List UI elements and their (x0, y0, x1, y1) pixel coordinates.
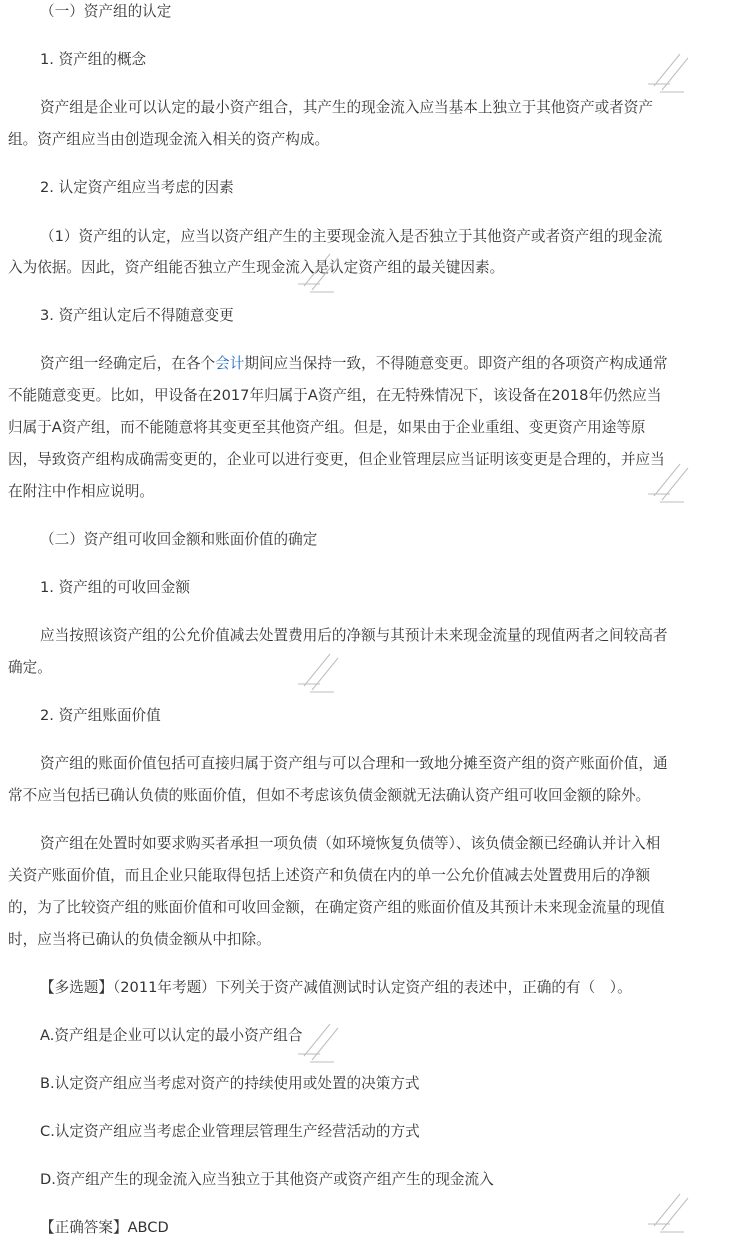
paragraph-line: 应当按照该资产组的公允价值减去处置费用后的净额与其预计未来现金流量的现值两者之间较高者 (40, 627, 668, 644)
paragraph-line: 常不应当包括已确认负债的账面价值，但如不考虑该负债金额就无法确认资产组可收回金额的除外。 (8, 787, 651, 804)
accounting-link[interactable]: 会计 (215, 355, 245, 372)
paragraph-line: 入为依据。因此，资产组能否独立产生现金流入是认定资产组的最关键因素。 (8, 259, 505, 276)
paragraph-line: 资产组是企业可以认定的最小资产组合，其产生的现金流入应当基本上独立于其他资产或者资产 (40, 99, 653, 116)
paragraph-line: 归属于A资产组，而不能随意将其变更至其他资产组。但是，如果由于企业重组、变更资产用途等原 (8, 419, 646, 436)
paragraph-line: 资产组一经确定后，在各个会计期间应当保持一致，不得随意变更。即资产组的各项资产构成通常 (40, 355, 668, 372)
watermark-icon (640, 1180, 700, 1240)
paragraph-line: 组。资产组应当由创造现金流入相关的资产构成。 (8, 131, 330, 148)
subheading-no-change: 3. 资产组认定后不得随意变更 (40, 307, 234, 324)
option-c: C.认定资产组应当考虑企业管理层管理生产经营活动的方式 (40, 1123, 420, 1140)
subheading-book-value: 2. 资产组账面价值 (40, 707, 161, 724)
question-stem: 【多选题】（2011年考题）下列关于资产减值测试时认定资产组的表述中，正确的有（ ）。 (40, 979, 632, 996)
paragraph-line: 资产组的账面价值包括可直接归属于资产组与可以合理和一致地分摊至资产组的资产账面价值，通 (40, 755, 668, 772)
section-heading-1: （一）资产组的认定 (40, 3, 172, 20)
watermark-icon (640, 40, 700, 100)
option-b: B.认定资产组应当考虑对资产的持续使用或处置的决策方式 (40, 1075, 420, 1092)
correct-answer: 【正确答案】ABCD (40, 1219, 169, 1236)
paragraph-line: 资产组在处置时如要求购买者承担一项负债（如环境恢复负债等）、该负债金额已经确认并计入相 (40, 835, 661, 852)
paragraph-line: 不能随意变更。比如，甲设备在2017年归属于A资产组，在无特殊情况下，该设备在2018年仍然应当 (8, 387, 662, 404)
option-d: D.资产组产生的现金流入应当独立于其他资产或资产组产生的现金流入 (40, 1171, 494, 1188)
paragraph-line: 的，为了比较资产组的账面价值和可收回金额，在确定资产组的账面价值及其预计未来现金流量的现值 (8, 899, 665, 916)
paragraph-line: 因，导致资产组构成确需变更的，企业可以进行变更，但企业管理层应当证明该变更是合理的，并应当 (8, 451, 665, 468)
paragraph-line: 关资产账面价值，而且企业只能取得包括上述资产和负债在内的单一公允价值减去处置费用后的净额 (8, 867, 651, 884)
option-a: A.资产组是企业可以认定的最小资产组合 (40, 1027, 303, 1044)
paragraph-line: （1）资产组的认定，应当以资产组产生的主要现金流入是否独立于其他资产或者资产组的现金流 (40, 228, 663, 245)
subheading-factors: 2. 认定资产组应当考虑的因素 (40, 179, 234, 196)
subheading-concept: 1. 资产组的概念 (40, 51, 147, 68)
watermark-icon (290, 640, 350, 700)
paragraph-line: 时，应当将已确认的负债金额从中扣除。 (8, 931, 271, 948)
section-heading-2: （二）资产组可收回金额和账面价值的确定 (40, 531, 318, 548)
paragraph-line: 在附注中作相应说明。 (8, 483, 154, 500)
subheading-recoverable: 1. 资产组的可收回金额 (40, 579, 190, 596)
paragraph-line: 确定。 (8, 659, 52, 676)
